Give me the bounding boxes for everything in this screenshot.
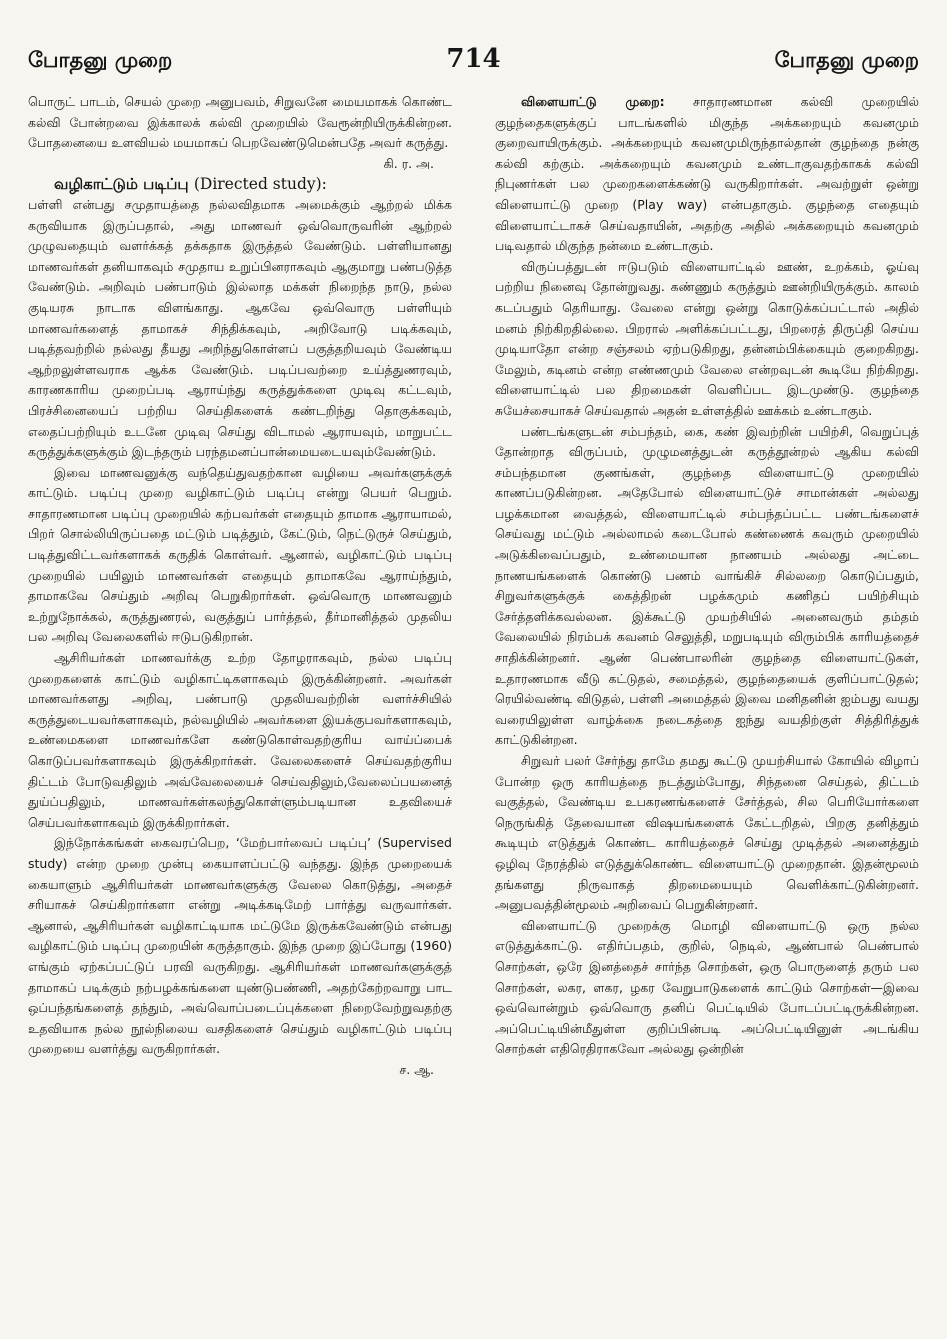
directed-paragraph-3: ஆசிரியர்கள் மாணவர்க்கு உற்ற தோழராகவும், நல்ல படிப்பு முறைகளைக் காட்டும் வழிகாட்டிகளாகவும் இருக்கின்றனர். அவர்கள் மாணவர்களது அறிவு, பண்பாடு முதலியவற்றின் வளர்ச்சியில் கருத்துடையவர்களாகவும், நல்வழியில் அவர்களை இயக்குபவர்களாகவும், உண்மைகளை மாணவர்களே கண்டுகொள்வதற்குரிய வாய்ப்பைக் கொடுப்பவர்களாகவும் இருக்கிறார்கள். வேலைகளைச் செய்வதற்குரிய திட்டம் போடுவதிலும் அவ்வேலையைச் செய்வதிலும்,வேலைப்பயனைத் துய்ப்பதிலும், மாணவர்கள்கலந்துகொள்ளும்படியான உதவியைச் செய்பவர்களாகவும் இருக்கிறார்கள். [28,650,452,830]
intro-paragraph: பொருட் பாடம், செயல் முறை அனுபவம், சிறுவனே மையமாகக் கொண்ட கல்வி போன்றவை இக்காலக் கல்வி முறையில் வேரூன்றியிருக்கின்றன. போதனையை உளவியல் மயமாகப் பெறவேண்டுமென்பதே அவர் கருத்து. [28,94,452,151]
right-column [495,92,919,1317]
play-way-paragraph-1-text: சாதாரணமான கல்வி முறையில் குழந்தைகளுக்குப் பாடங்களில் மிகுந்த அக்கறையும் கவனமும் குறைவாயிருக்கும். அக்கறையும் கவனமுமிருந்தால்தான் குழந்தை நன்கு கல்வி கற்கும். அக்கறையும் கவனமும் உண்டாகுவதற்காகக் கல்வி நிபுணர்கள் பல முறைகளைக்கண்டு வருகிறார்கள். அவற்றுள் ஒன்று விளையாட்டு முறை (Play way) என்பதாகும். குழந்தை எதையும் விளையாட்டாகச் செய்வதாயின், அதற்கு அதில் அக்கறையும் கவனமும் படிவதால் மிகுந்த நன்மை உண்டாகும். [495,94,919,254]
running-head-left: போதனு முறை [28,48,173,72]
page-header [28,44,919,82]
play-way-paragraph-2: விருப்பத்துடன் ஈடுபடும் விளையாட்டில் ஊண், உறக்கம், ஓய்வு பற்றிய நினைவு தோன்றுவது. கண்ணும் கருத்தும் ஊன்றியிருக்கும். காலம் கடப்பதும் தெரியாது. வேலை என்று ஒன்று கொடுக்கப்பட்டால் அதில் மனம் நிற்கிறதில்லை. பிறரால் அளிக்கப்பட்டது, பிறரைத் திருப்தி செய்ய முடியாதோ என்ற சஞ்சலம் ஏற்படுகிறது, தன்னம்பிக்கையும் குறைகிறது. மேலும், கடினம் என்ற எண்ணமும் வேலை என்றவுடன் கூடியே நிற்கிறது. விளையாட்டில் பல திறமைகள் வெளிப்பட இடமுண்டு. குழந்தை சுயேச்சையாகச் செய்வதால் அதன் உள்ளத்தில் ஊக்கம் உண்டாகும். [495,258,919,418]
directed-study-heading-ta: வழிகாட்டும் படிப்பு [54,175,189,194]
play-way-paragraph-3: பண்டங்களுடன் சம்பந்தம், கை, கண் இவற்றின் பயிற்சி, வெறுப்புத் தோன்றாத விருப்பம், முழுமனத்துடன் கருத்தூன்றல் ஆகிய கல்வி சம்பந்தமான குணங்கள், குழந்தை விளையாட்டு முறையில் காணப்படுகின்றன. அதேபோல் விளையாட்டுச் சாமான்கள் அல்லது பழக்கமான வைத்தல், விளையாட்டில் சம்பந்தப்பட்ட பண்டங்களைச் செய்வது மட்டும் அல்லாமல் கடைபோல் கண்ணைக் கவரும் முறையில் அடுக்கிவைப்பதும், உண்மையான நாணயம் அல்லது அட்டை நாணயங்களைக் கொண்டு பணம் வாங்கிச் சில்லறை கொடுப்பதும், சிறுவர்களுக்குக் கைத்திறன் பழக்கமும் கணிதப் பயிற்சியும் சேர்த்தளிக்கவல்லன. இக்கூட்டு முயற்சியில் அனைவரும் தம்தம் வேலையில் நிரம்பக் கவனம் செலுத்தி, மறுபடியும் விரும்பிக் காரியத்தைச் சாதிக்கின்றனர். ஆண் பெண்பாலரின் குழந்தை விளையாட்டுகள், உதாரணமாக வீடு கட்டுதல், சமைத்தல், குழந்தையைக் குளிப்பாட்டுதல்; ரெயில்வண்டி விடுதல், பள்ளி அமைத்தல் இவை மனிதனின் ஐம்பது வயது வரையிலுள்ள வாழ்க்கை நடைகத்தை ஐந்து வயதிற்குள் சித்திரித்துக் காட்டுகின்றன. [495,423,919,748]
play-way-heading: விளையாட்டு முறை: [521,94,665,109]
left-column [28,92,452,1317]
play-way-paragraph-5: விளையாட்டு முறைக்கு மொழி விளையாட்டு ஒரு நல்ல எடுத்துக்காட்டு. எதிர்ப்பதம், குறில், நெடில், ஆண்பால் பெண்பால் சொற்கள், ஒரே இனத்தைச் சார்ந்த சொற்கள், ஒரு பொருளைத் தரும் பல சொற்கள், லகர, ளகர, ழகர வேறுபாடுகளைக் காட்டும் சொற்கள்—இவை ஒவ்வொன்றும் ஒவ்வொரு தனிப் பெட்டியில் போடப்பட்டிருக்கின்றன. அப்பெட்டியின்மீதுள்ள குறிப்பின்படி அப்பெட்டியினுள் அடங்கிய சொற்கள் எதிரெதிராகவோ அல்லது ஒன்றின் [495,917,919,1057]
directed-paragraph-2: இவை மாணவனுக்கு வந்தெய்துவதற்கான வழியை அவர்களுக்குக் காட்டும். படிப்பு முறை வழிகாட்டும் படிப்பு என்று பெயர் பெறும். சாதாரணமான படிப்பு முறையில் கற்பவர்கள் எதையும் தாமாக ஆராயாமல், பிறர் சொல்லியிருப்பதை மட்டும் படித்தும், கேட்டும், நெட்டுருச் செய்தும், படித்துவிட்டவர்களாகக் கருதிக் கொள்வர். ஆனால், வழிகாட்டும் படிப்பு முறையில் பயிலும் மாணவர்கள் எதையும் தாமாகவே ஆராய்ந்தும், தாமாகவே செய்தும் அறிவு பெறுகிறார்கள். ஒவ்வொரு மாணவனும் உற்றுநோக்கல், கருத்துணரல், வகுத்துப் பார்த்தல், தீர்மானித்தல் முதலிய பல அறிவு வேலைகளில் ஈடுபடுகிறான். [28,464,452,645]
play-way-paragraph-4: சிறுவர் பலர் சேர்ந்து தாமே தமது கூட்டு முயற்சியால் கோயில் விழாப் போன்ற ஒரு காரியத்தை நடத்தும்போது, சிந்தனை செய்தல், திட்டம் வகுத்தல், வேண்டிய உபகரணங்களைச் சேர்த்தல், சில பெரியோர்களை நெருங்கித் தேவையான விஷயங்களைக் கேட்டறிதல், பிறகு தனித்தும் கூடியும் எடுத்துக் கொண்ட காரியத்தைச் செய்து முடித்தல் அனைத்தும் ஒழிவு நேரத்தில் எடுத்துக்கொண்ட விளையாட்டு முறைதான். இதன்மூலம் தங்களது நிருவாகத் திறமையையும் வெளிக்காட்டுகின்றனர். அனுபவத்தின்மூலம் அறிவைப் பெறுகின்றனர். [495,753,919,913]
directed-paragraph-4: இந்நோக்கங்கள் கைவரப்பெற, ‘மேற்பார்வைப் படிப்பு’ (Supervised study) என்ற முறை முன்பு கையாளப்பட்டு வந்தது. இந்த முறையைக் கையாளும் ஆசிரியர்கள் மாணவர்களுக்கு வேலை கொடுத்து, அதைச் சரியாகச் செய்கிறார்களா என்று அடிக்கடிமேற் பார்த்து வருவார்கள். ஆனால், ஆசிரியர்கள் வழிகாட்டியாக மட்டுமே இருக்கவேண்டும் என்பது வழிகாட்டும் படிப்பு முறையின் கருத்தாகும். இந்த முறை இப்போது (1960) எங்கும் ஏற்கப்பட்டுப் பரவி வருகிறது. ஆசிரியர்கள் மாணவர்களுக்குத் தாமாகப் படிக்கும் நற்பழக்கங்களை யுண்டுபண்ணி, அதற்கேற்றவாறு பாட ஒப்பந்தங்களைத் தந்தும், அவ்வொப்படைப்புக்களை நிறைவேற்றுவதற்கு உதவியாக நல்ல நூல்நிலைய வசதிகளைச் செய்தும் வழிகாட்டும் படிப்பு முறையை வளர்த்து வருகிறார்கள். [28,835,452,1057]
directed-study-heading [28,174,452,195]
directed-study-heading-en: (Directed study): [193,175,327,194]
directed-paragraph-1: பள்ளி என்பது சமுதாயத்தை நல்லவிதமாக அமைக்கும் ஆற்றல் மிக்க கருவியாக இருப்பதால், அது மாணவர் ஒவ்வொருவரின் ஆற்றல் முழுவதையும் வளர்க்கத் தக்கதாக இருத்தல் வேண்டும். பள்ளியானது மாணவர்கள் தனியாகவும் சமுதாய உறுப்பினராகவும் ஆகுமாறு பண்படுத்த வேண்டும். அறிவும் பண்பாடும் இல்லாத மக்கள் நிறைந்த நாடு, நல்ல குடியரசு நாடாக விளங்காது. ஆகவே ஒவ்வொரு பள்ளியும் மாணவர்களைத் தாமாகச் சிந்திக்கவும், அறிவோடு படிக்கவும், படித்தவற்றில் நல்லது தீயது அறிந்துகொள்ளப் பகுத்தறியவும் வேண்டிய ஆற்றலுள்ளவராக ஆக்க வேண்டும். படிப்பவற்றை உய்த்துணரவும், காரணகாரிய முறைப்படி ஆராய்ந்து கருத்துக்களை முடிவு கட்டவும், பிரச்சினையைப் பற்றிய செய்திகளைக் கண்டறிந்து தொகுக்கவும், எதைப்பற்றியும் உடனே முடிவு செய்து விடாமல் ஆராயவும், மாறுபட்ட கருத்துக்களுக்கும் இடந்தரும் பரந்தமனப்பான்மையடையவும்வேண்டும். [28,196,452,460]
running-head-right: போதனு முறை [774,48,919,72]
intro-signature: கி. ர. அ. [383,155,434,171]
page-number: 714 [446,44,501,74]
play-way-paragraph-1 [495,92,919,257]
directed-signature: ச. ஆ. [399,1061,434,1077]
